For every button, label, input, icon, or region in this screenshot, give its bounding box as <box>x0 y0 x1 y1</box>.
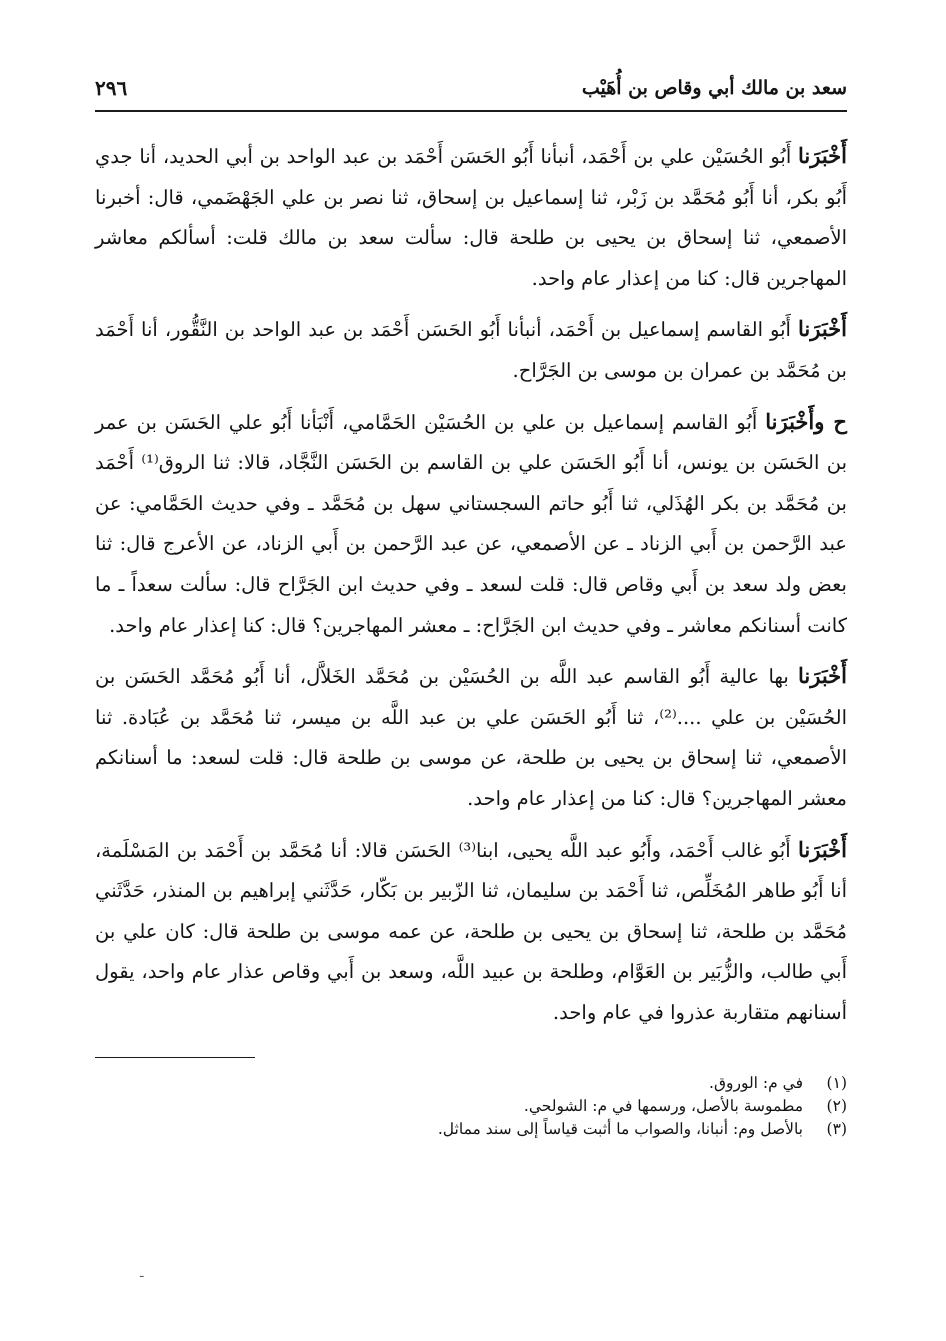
page-number: ٢٩٦ <box>95 76 128 100</box>
footnote <box>95 1118 847 1141</box>
paragraph-4 <box>95 656 847 819</box>
paragraph-lead: أَخْبَرَنا <box>798 663 847 689</box>
paragraph-5 <box>95 830 847 1034</box>
footnote-text: مطموسة بالأصل، ورسمها في م: الشولحي. <box>523 1097 803 1116</box>
paragraph-lead: ح وأَخْبَرَنا <box>765 408 847 434</box>
paragraph-text: بها عالية أَبُو القاسم عبد اللَّه بن الحُسَيْن بن مُحَمَّد الخَلاَّل، أنا أَبُو مُحَمَّد الحَسَن بن الحُسَيْن بن علي ....⁽²⁾، ثنا أَبُو الحَسَن علي بن عبد اللَّه بن ميسر، ثنا مُحَمَّد بن عُبَادة. ثنا الأصمعي، ثنا إسحاق بن يحيى بن طلحة، عن موسى بن طلحة قال: قلت لسعد: ما أسنانكم معشر المهاجرين؟ قال: كنا من إعذار عام واحد. <box>95 665 847 810</box>
ink-speck: ـ <box>140 1266 144 1280</box>
footnote <box>95 1072 847 1095</box>
paragraph-lead: أَخْبَرَنا <box>798 316 847 342</box>
footnote-number: (١) <box>826 1074 847 1093</box>
paragraph-3 <box>95 402 847 647</box>
paragraph-lead: أَخْبَرَنا <box>798 143 847 168</box>
footnote-separator <box>95 1057 255 1058</box>
paragraph-2 <box>95 309 847 391</box>
paragraph-text: أَبُو غالب أَحْمَد، وأَبُو عبد اللَّه يحيى، ابنا⁽³⁾ الحَسَن قالا: أنا مُحَمَّد بن أَحْمَد بن المَسْلَمة، أنا أَبُو طاهر المُخَلِّص، ثنا أَحْمَد بن سليمان، ثنا الزّبير بن بَكّار، حَدَّثَني إبراهيم بن المنذر، حَدَّثَني مُحَمَّد بن طلحة، ثنا إسحاق بن يحيى بن طلحة، عن عمه موسى بن طلحة قال: كان علي بن أَبي طالب، والزُّبَير بن العَوَّام، وطلحة بن عبيد اللَّه، وسعد بن أَبي وقاص عذار عام واحد، يقول أسنانهم متقاربة عذروا في عام واحد. <box>95 838 847 1024</box>
paragraph-text: أَبُو القاسم إسماعيل بن علي بن الحُسَيْن الحَمَّامي، أَنْبَأنا أَبُو علي الحَسَن بن عمر بن الحَسَن بن يونس، أنا أَبُو الحَسَن علي بن القاسم بن الحَسَن النَّجَّاد، قالا: ثنا الروق⁽¹⁾ أَحْمَد بن مُحَمَّد بن بكر الهُذَلي، ثنا أَبُو حاتم السجستاني سهل بن مُحَمَّد ـ وفي حديث الحَمَّامي: عن عبد الرَّحمن بن أَبي الزناد ـ عن الأصمعي، عن عبد الرَّحمن بن أَبي الزناد، عن الأعرج قال: ثنا بعض ولد سعد بن أَبي وقاص قال: قلت لسعد ـ وفي حديث ابن الجَرَّاح قال: سألت سعداً ـ ما كانت أسنانكم معاشر ـ وفي حديث ابن الجَرَّاح: ـ معشر المهاجرين؟ قال: كنا إعذار عام واحد. <box>95 410 848 637</box>
footnote-number: (٢) <box>826 1097 847 1116</box>
paragraph-1 <box>95 136 847 299</box>
running-head <box>95 66 847 112</box>
footnote-number: (٣) <box>826 1120 847 1139</box>
footnote-text: في م: الوروق. <box>709 1074 803 1093</box>
paragraph-text: أَبُو القاسم إسماعيل بن أَحْمَد، أنبأنا أَبُو الحَسَن أَحْمَد بن عبد الواحد بن النَّقُّور، أنا أَحْمَد بن مُحَمَّد بن عمران بن موسى بن الجَرَّاح. <box>95 318 847 382</box>
body-text <box>95 136 847 1033</box>
footnote <box>95 1095 847 1118</box>
footnote-text: بالأصل وم: أنبانا، والصواب ما أثبت قياساً إلى سند مماثل. <box>437 1120 803 1139</box>
book-page <box>95 66 847 1141</box>
footnotes <box>95 1072 847 1141</box>
paragraph-lead: أَخْبَرَنا <box>798 836 847 862</box>
paragraph-text: أَبُو الحُسَيْن علي بن أَحْمَد، أنبأنا أَبُو الحَسَن أَحْمَد بن عبد الواحد بن أبي الحديد، أنا جدي أَبُو بكر، أنا أَبُو مُحَمَّد بن زَبْر، ثنا إسماعيل بن إسحاق، ثنا نصر بن علي الجَهْضَمي، قال: أخبرنا الأصمعي، ثنا إسحاق بن يحيى بن طلحة قال: سألت سعد بن مالك قلت: أسألكم معاشر المهاجرين قال: كنا من إعذار عام واحد. <box>95 145 847 290</box>
running-title: سعد بن مالك أبي وقاص بن أُهَيْب <box>581 77 847 99</box>
